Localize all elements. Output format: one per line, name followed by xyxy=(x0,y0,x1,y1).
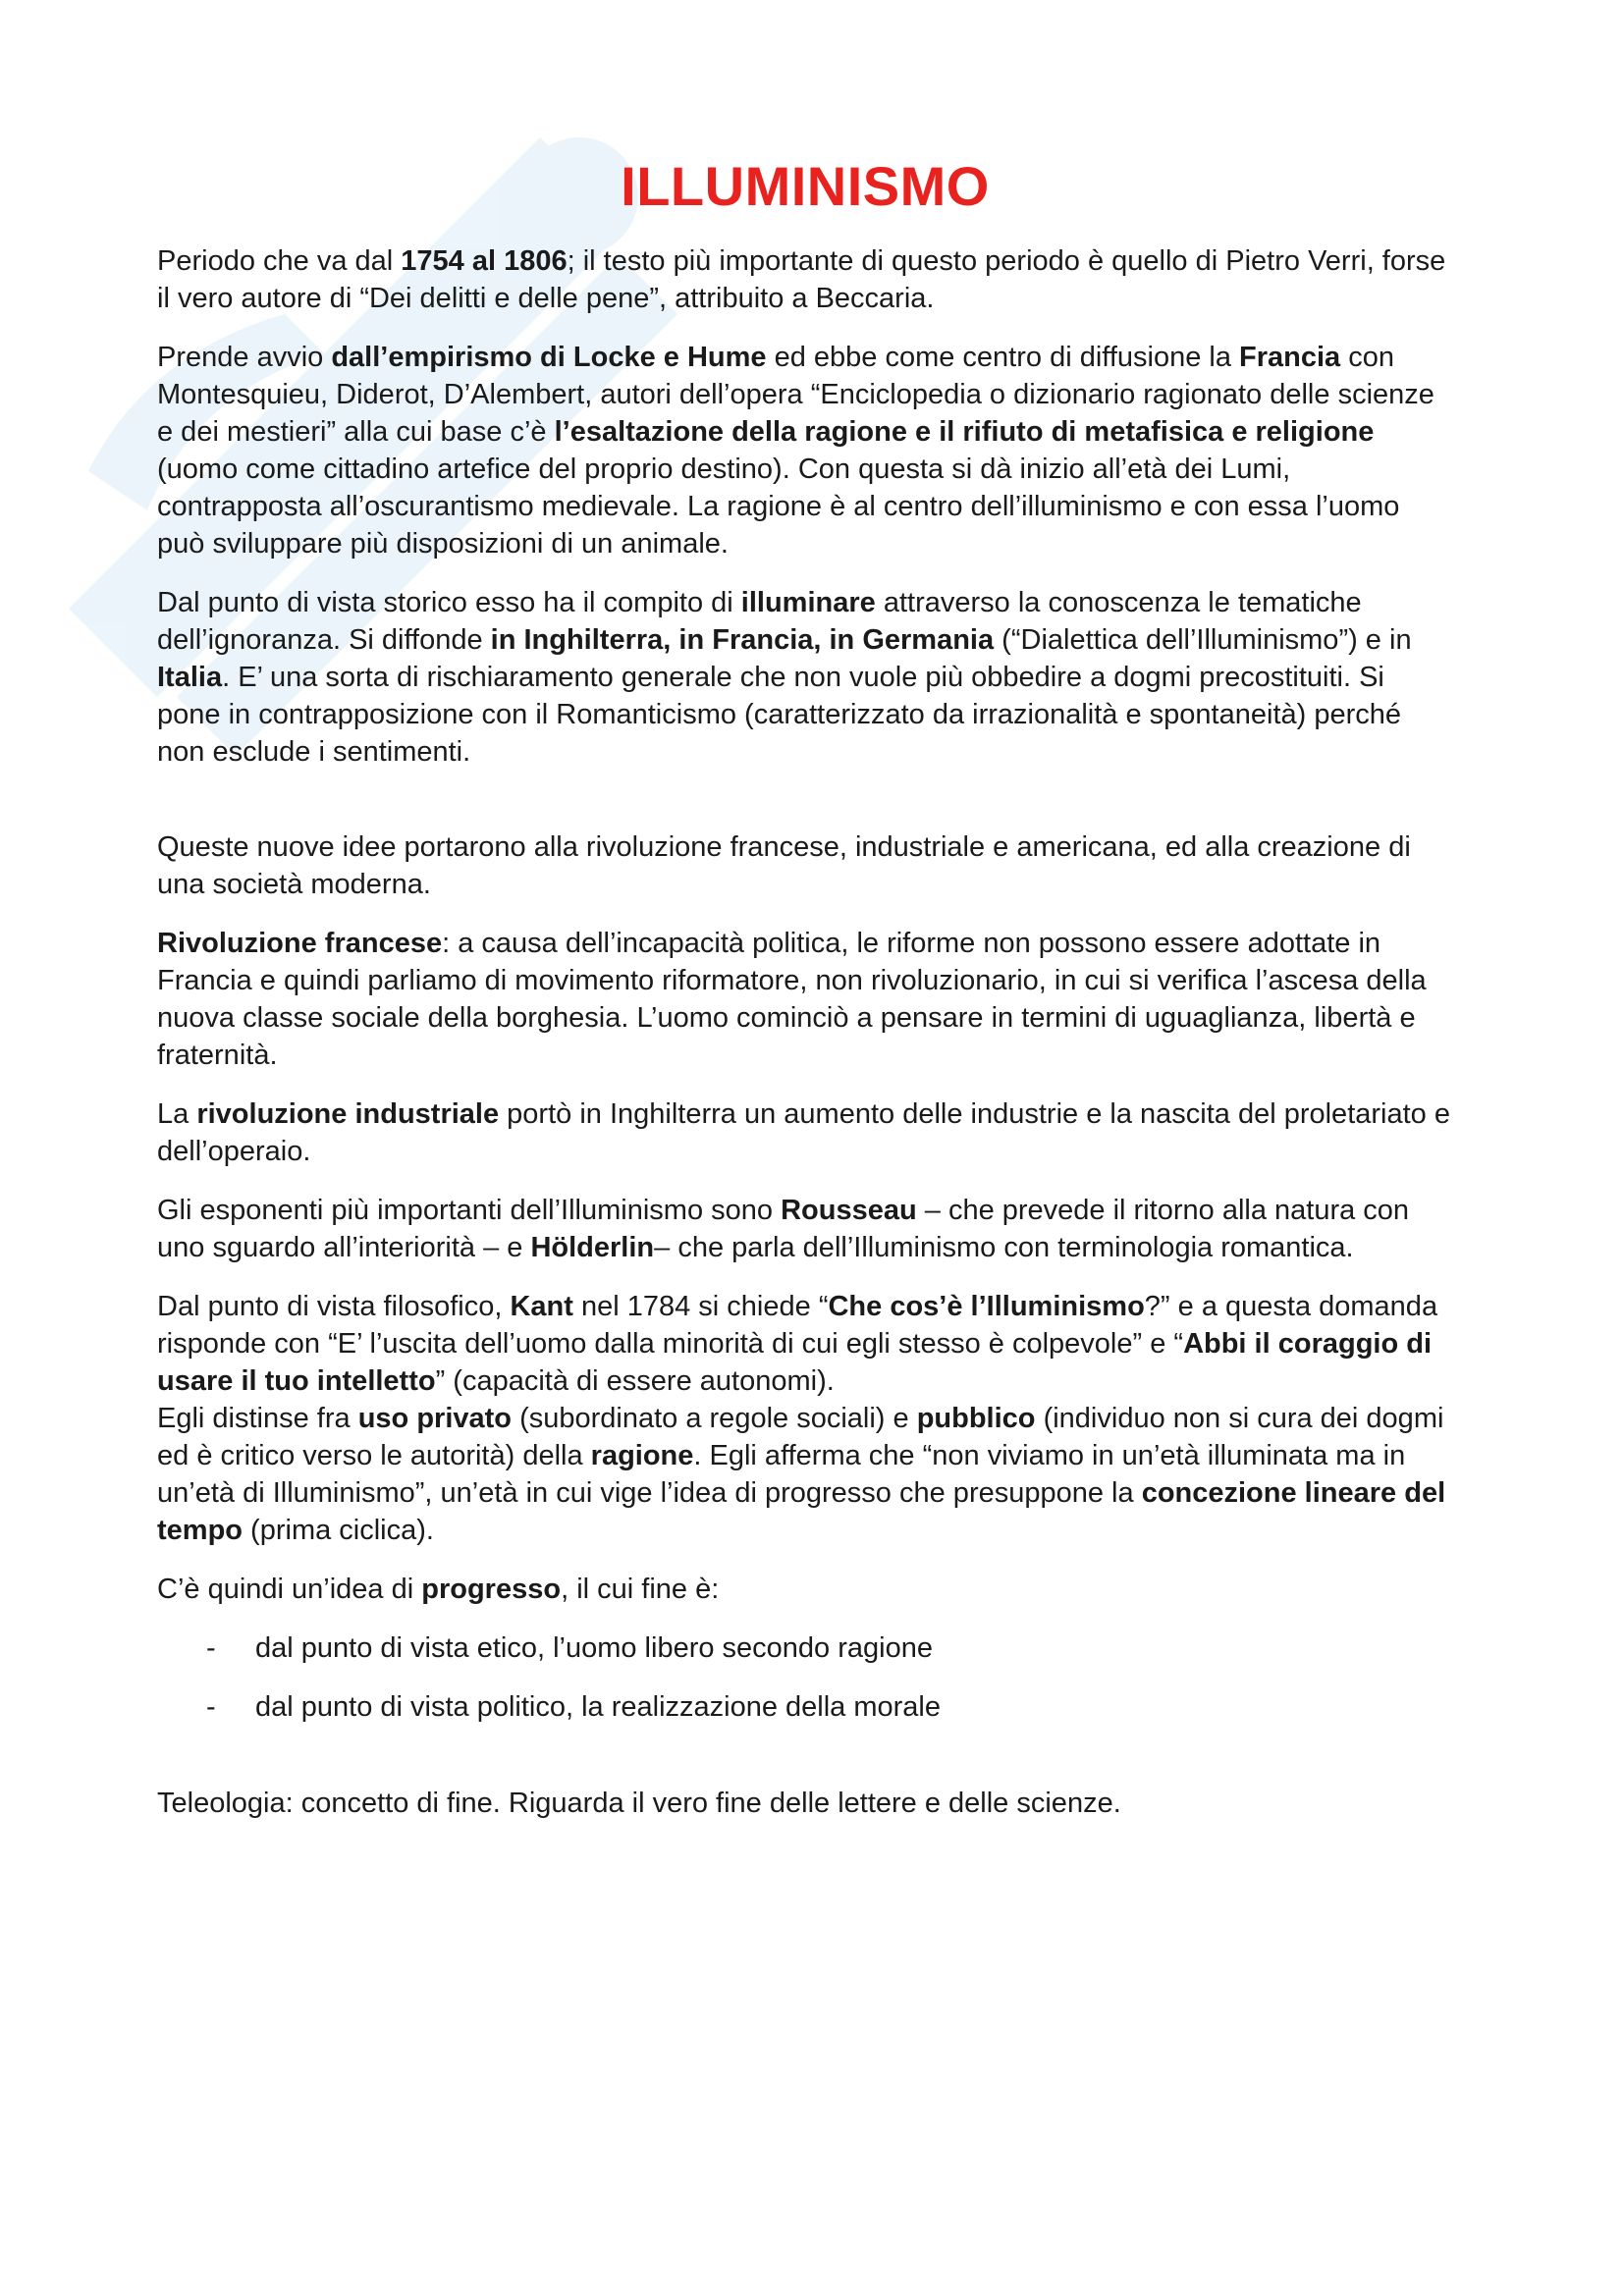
paragraph-industrial-revolution: La rivoluzione industriale portò in Inghilterra un aumento delle industrie e la nascita del proletariato e dell’operaio. xyxy=(157,1098,1450,1167)
blank-space xyxy=(157,1747,1453,1785)
paragraph-exponents: Gli esponenti più importanti dell’Illuminismo sono Rousseau – che prevede il ritorno alla natura con uno sguardo all’interiorità – e Hölderlin– che parla dell’Illuminismo con terminologia romantica. xyxy=(157,1195,1410,1263)
list-dash: - xyxy=(206,1632,216,1664)
paragraph-reason-use: Egli distinse fra uso privato (subordinato a regole sociali) e pubblico (individuo non si cura dei dogmi ed è critico verso le autorità) della ragione. Egli afferma che “non viviamo in un’età illuminata ma in un’età di Illuminismo”, un’età in cui vige l’idea di progresso che presuppone la concezione lineare del tempo (prima ciclica). xyxy=(157,1403,1446,1546)
document-page xyxy=(157,152,1453,1843)
list-item: - dal punto di vista etico, l’uomo libero secondo ragione xyxy=(157,1629,1453,1667)
paragraph-historical-view: Dal punto di vista storico esso ha il compito di illuminare attraverso la conoscenza le tematiche dell’ignoranza. Si diffonde in Inghilterra, in Francia, in Germania (“Dialettica dell’Illuminismo”) e in Italia. E’ una sorta di rischiaramento generale che non vuole più obbedire a dogmi precostituiti. Si pone in contrapposizione con il Romanticismo (caratterizzato da irrazionalità e spontaneità) perché non esclude i sentimenti. xyxy=(157,587,1412,768)
document-title: ILLUMINISMO xyxy=(621,155,990,217)
paragraph-origins: Prende avvio dall’empirismo di Locke e Hume ed ebbe come centro di diffusione la Francia con Montesquieu, Diderot, D’Alembert, autori dell’opera “Enciclopedia o dizionario ragionato delle scienze e dei mestieri” alla cui base c’è l’esaltazione della ragione e il rifiuto di metafisica e religione (uomo come cittadino artefice del proprio destino). Con questa si dà inizio all’età dei Lumi, contrapposta all’oscurantismo medievale. La ragione è al centro dell’illuminismo e con essa l’uomo può sviluppare più disposizioni di un animale. xyxy=(157,342,1434,560)
paragraph-progress: C’è quindi un’idea di progresso, il cui fine è: xyxy=(157,1574,720,1605)
blank-space xyxy=(157,771,1453,828)
paragraph-revolutions: Queste nuove idee portarono alla rivoluzione francese, industriale e americana, ed alla creazione di una società moderna. xyxy=(157,831,1411,900)
list-dash: - xyxy=(206,1691,216,1723)
paragraph-kant: Dal punto di vista filosofico, Kant nel 1784 si chiede “Che cos’è l’Illuminismo?” e a questa domanda risponde con “E’ l’uscita dell’uomo dalla minorità di cui egli stesso è colpevole” e “Abbi il coraggio di usare il tuo intelletto” (capacità di essere autonomi). xyxy=(157,1291,1438,1397)
paragraph-french-revolution: Rivoluzione francese: a causa dell’incapacità politica, le riforme non possono essere adottate in Francia e quindi parliamo di movimento riformatore, non rivoluzionario, in cui si verifica l’ascesa della nuova classe sociale della borghesia. L’uomo cominciò a pensare in termini di uguaglianza, libertà e fraternità. xyxy=(157,928,1427,1071)
progress-goals-list xyxy=(157,1629,1453,1726)
paragraph-period: Periodo che va dal 1754 al 1806; il testo più importante di questo periodo è quello di Pietro Verri, forse il vero autore di “Dei delitti e delle pene”, attribuito a Beccaria. xyxy=(157,245,1446,314)
paragraph-teleology: Teleologia: concetto di fine. Riguarda il vero fine delle lettere e delle scienze. xyxy=(157,1788,1121,1819)
list-item: - dal punto di vista politico, la realizzazione della morale xyxy=(157,1688,1453,1726)
